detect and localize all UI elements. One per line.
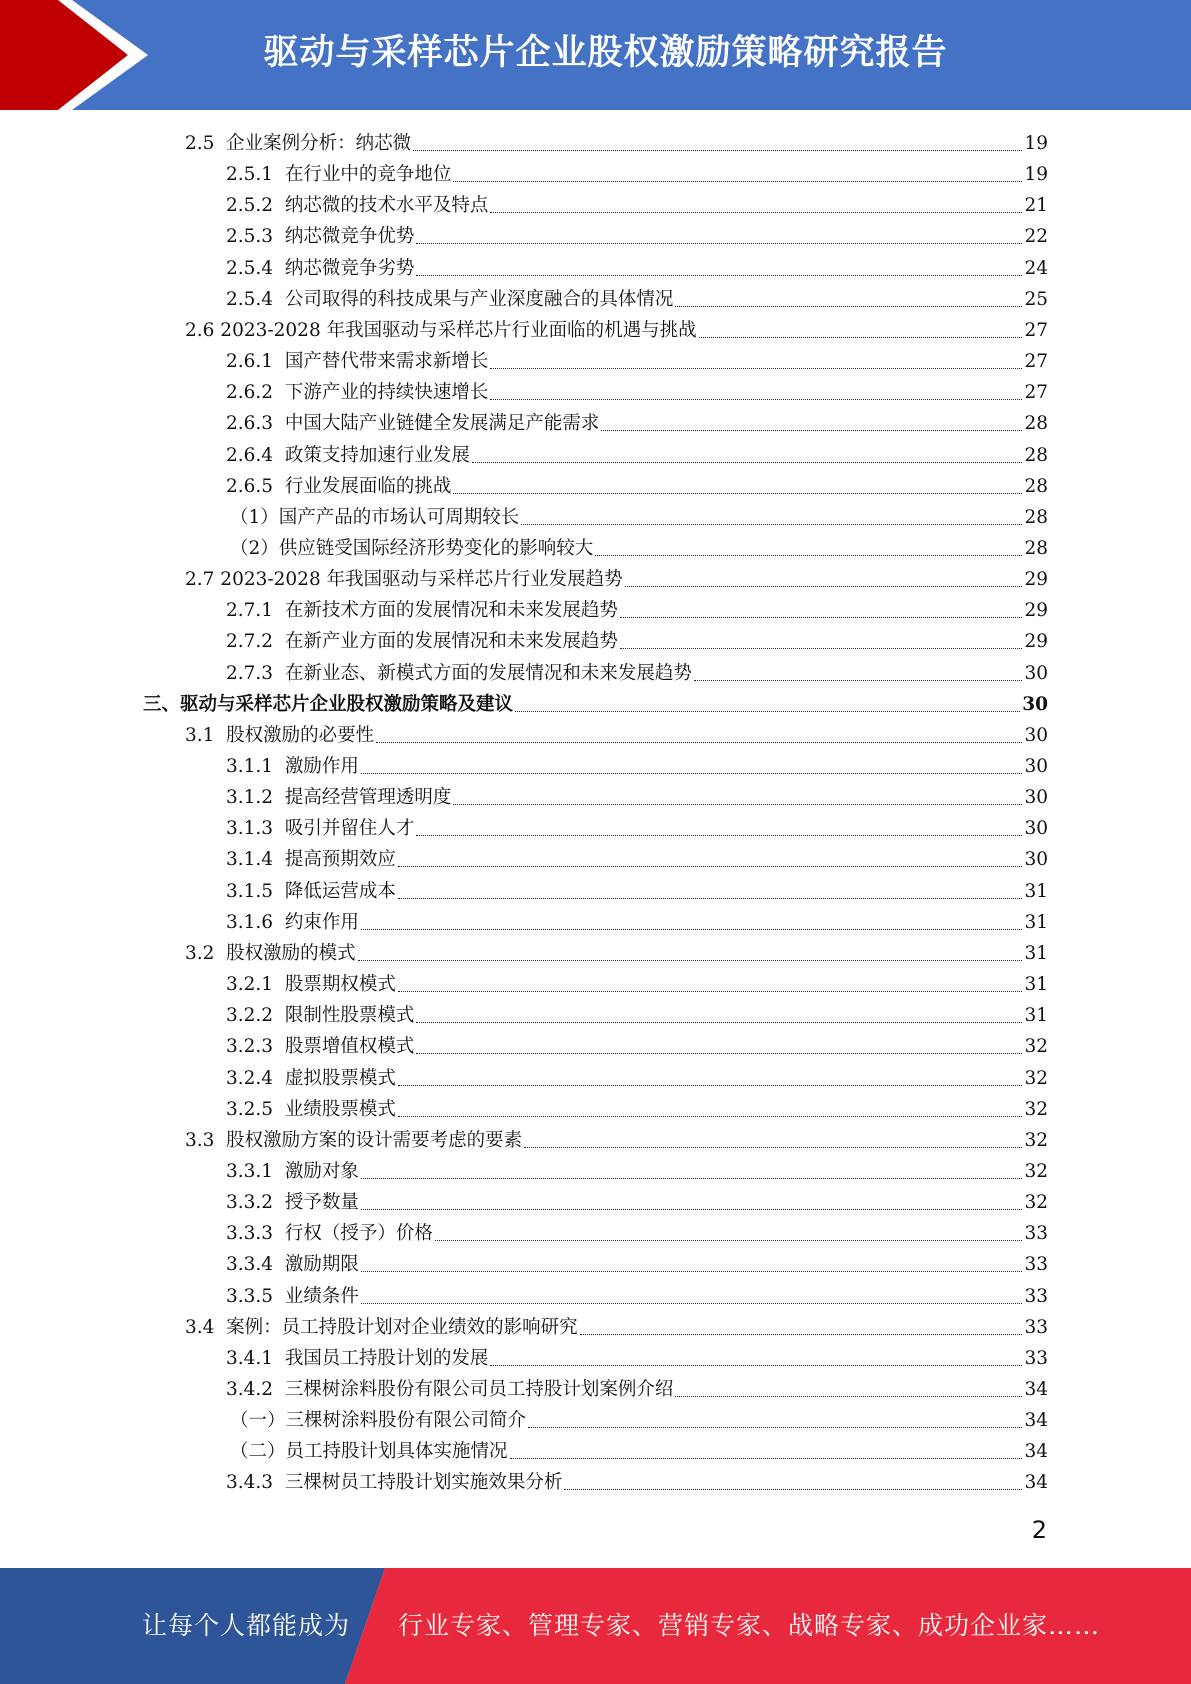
toc-dot-leader xyxy=(435,1240,1023,1241)
toc-entry-page: 32 xyxy=(1024,1098,1048,1120)
toc-dot-leader xyxy=(601,430,1022,431)
toc-entry-page: 29 xyxy=(1024,600,1048,622)
toc-dot-leader xyxy=(416,1022,1022,1023)
toc-entry-label: 2.5.2 纳芯微的技术水平及特点 xyxy=(226,195,489,217)
toc-entry-label: 3.2.2 限制性股票模式 xyxy=(226,1005,415,1027)
toc-entry-label: 2.6.1 国产替代带来需求新增长 xyxy=(226,351,489,373)
toc-entry-page: 34 xyxy=(1024,1472,1048,1494)
toc-dot-leader xyxy=(521,524,1022,525)
toc-entry[interactable] xyxy=(226,1343,1048,1374)
toc-entry-page: 31 xyxy=(1024,911,1048,933)
toc-entry-label: （一）三棵树涂料股份有限公司简介 xyxy=(230,1410,527,1432)
footer-slogan-right: 行业专家、管理专家、营销专家、战略专家、成功企业家…… xyxy=(398,1611,1101,1640)
toc-dot-leader xyxy=(361,929,1023,930)
toc-entry[interactable] xyxy=(230,1405,1048,1436)
page-number: 2 xyxy=(1031,1516,1047,1544)
toc-dot-leader xyxy=(620,648,1023,649)
toc-dot-leader xyxy=(699,337,1023,338)
toc-entry-label: 3.1.1 激励作用 xyxy=(226,756,359,777)
toc-entry[interactable] xyxy=(226,1187,1048,1218)
toc-dot-leader xyxy=(416,243,1022,244)
toc-entry-label: 3.1.2 提高经营管理透明度 xyxy=(226,787,452,809)
toc-dot-leader xyxy=(361,1271,1023,1272)
toc-entry-page: 30 xyxy=(1024,818,1048,840)
toc-entry[interactable] xyxy=(226,377,1048,408)
toc-entry-label: 3.3.4 激励期限 xyxy=(226,1254,359,1276)
toc-entry-page: 34 xyxy=(1024,1379,1048,1400)
toc-entry-page: 29 xyxy=(1024,569,1048,591)
toc-entry-page: 32 xyxy=(1024,1160,1048,1182)
toc-dot-leader xyxy=(376,742,1022,743)
toc-entry-page: 30 xyxy=(1024,849,1048,871)
toc-entry[interactable] xyxy=(226,1063,1048,1094)
toc-entry-label: （二）员工持股计划具体实施情况 xyxy=(230,1441,508,1463)
toc-entry-label: 2.7.2 在新产业方面的发展情况和未来发展趋势 xyxy=(226,631,618,653)
toc-dot-leader xyxy=(398,991,1023,992)
toc-entry[interactable] xyxy=(226,1467,1048,1498)
toc-dot-leader xyxy=(515,711,1020,712)
toc-dot-leader xyxy=(490,1365,1022,1366)
toc-entry-label: 3.4.2 三棵树涂料股份有限公司员工持股计划案例介绍 xyxy=(226,1379,674,1400)
toc-entry-label: 2.6.2 下游产业的持续快速增长 xyxy=(226,382,489,404)
toc-entry-page: 25 xyxy=(1024,288,1048,310)
toc-entry-page: 33 xyxy=(1024,1254,1048,1276)
toc-dot-leader xyxy=(564,1489,1022,1490)
toc-dot-leader xyxy=(524,1147,1022,1148)
toc-entry[interactable] xyxy=(226,440,1048,471)
toc-entry-page: 33 xyxy=(1024,1347,1048,1369)
toc-entry-page: 28 xyxy=(1024,537,1048,559)
toc-entry-label: （2）供应链受国际经济形势变化的影响较大 xyxy=(230,537,594,559)
toc-entry-page: 32 xyxy=(1024,1067,1048,1089)
toc-entry-page: 34 xyxy=(1024,1441,1048,1463)
toc-entry-page: 27 xyxy=(1024,319,1048,341)
toc-entry[interactable] xyxy=(143,689,1048,720)
toc-entry[interactable] xyxy=(230,1436,1048,1467)
toc-entry-page: 27 xyxy=(1024,351,1048,373)
toc-entry-page: 32 xyxy=(1024,1036,1048,1058)
toc-entry-label: 3.1.4 提高预期效应 xyxy=(226,849,396,871)
toc-dot-leader xyxy=(675,1396,1022,1397)
toc-dot-leader xyxy=(398,1116,1023,1117)
toc-entry-label: 3.3.2 授予数量 xyxy=(226,1192,359,1214)
toc-entry[interactable] xyxy=(226,907,1048,938)
toc-dot-leader xyxy=(416,835,1022,836)
toc-dot-leader xyxy=(620,617,1023,618)
toc-entry[interactable] xyxy=(226,190,1048,221)
toc-entry-page: 31 xyxy=(1024,942,1048,964)
toc-entry[interactable] xyxy=(226,595,1048,626)
toc-entry-label: 3.2.5 业绩股票模式 xyxy=(226,1098,396,1120)
toc-entry-label: 三、驱动与采样芯片企业股权激励策略及建议 xyxy=(143,693,514,715)
toc-dot-leader xyxy=(510,1458,1023,1459)
toc-entry-page: 21 xyxy=(1024,195,1048,217)
toc-entry-page: 30 xyxy=(1024,662,1048,684)
toc-entry-label: 3.3.1 激励对象 xyxy=(226,1160,359,1182)
toc-entry[interactable] xyxy=(226,813,1048,844)
toc-dot-leader xyxy=(413,150,1022,151)
toc-entry-page: 28 xyxy=(1024,475,1048,497)
toc-entry-label: 2.5.3 纳芯微竞争优势 xyxy=(226,226,415,248)
toc-entry[interactable] xyxy=(226,471,1048,502)
toc-dot-leader xyxy=(490,212,1022,213)
toc-dot-leader xyxy=(416,1053,1022,1054)
toc-entry-page: 31 xyxy=(1024,880,1048,902)
toc-entry-label: 3.3.3 行权（授予）价格 xyxy=(226,1223,433,1245)
toc-entry-page: 30 xyxy=(1022,693,1048,715)
toc-dot-leader xyxy=(625,586,1023,587)
toc-entry-label: 2.5.1 在行业中的竞争地位 xyxy=(226,164,452,186)
toc-dot-leader xyxy=(490,368,1022,369)
toc-entry-page: 19 xyxy=(1024,133,1048,154)
toc-entry[interactable] xyxy=(226,782,1048,813)
toc-dot-leader xyxy=(675,306,1022,307)
toc-dot-leader xyxy=(361,773,1023,774)
toc-entry-label: 3.4.1 我国员工持股计划的发展 xyxy=(226,1347,489,1369)
toc-entry[interactable] xyxy=(226,346,1048,377)
toc-entry-page: 32 xyxy=(1024,1129,1048,1151)
toc-dot-leader xyxy=(694,680,1023,681)
toc-entry[interactable] xyxy=(185,938,1048,969)
toc-entry-label: 2.6.5 行业发展面临的挑战 xyxy=(226,475,452,497)
toc-entry[interactable] xyxy=(226,751,1048,782)
toc-entry-label: 3.2.4 虚拟股票模式 xyxy=(226,1067,396,1089)
toc-entry-page: 27 xyxy=(1024,382,1048,404)
toc-entry[interactable] xyxy=(185,1125,1048,1156)
toc-entry-page: 30 xyxy=(1024,724,1048,746)
toc-entry[interactable] xyxy=(185,128,1048,159)
toc-entry[interactable] xyxy=(226,221,1048,252)
toc-entry[interactable] xyxy=(230,533,1048,564)
page-header xyxy=(0,0,1191,110)
toc-entry-label: 2.7.1 在新技术方面的发展情况和未来发展趋势 xyxy=(226,600,618,622)
toc-dot-leader xyxy=(398,898,1023,899)
toc-entry-page: 24 xyxy=(1024,257,1048,279)
toc-entry[interactable] xyxy=(226,844,1048,875)
toc-entry-page: 29 xyxy=(1024,631,1048,653)
toc-entry-page: 31 xyxy=(1024,1005,1048,1027)
toc-entry-page: 30 xyxy=(1024,756,1048,777)
toc-dot-leader xyxy=(361,1178,1023,1179)
toc-entry-label: 2.6.3 中国大陆产业链健全发展满足产能需求 xyxy=(226,413,600,435)
toc-entry-page: 34 xyxy=(1024,1410,1048,1432)
toc-entry-label: 3.1 股权激励的必要性 xyxy=(185,724,375,746)
toc-dot-leader xyxy=(361,1303,1023,1304)
toc-entry[interactable] xyxy=(230,502,1048,533)
toc-entry[interactable] xyxy=(226,284,1048,315)
toc-dot-leader xyxy=(595,555,1022,556)
toc-entry-label: 3.2.1 股票期权模式 xyxy=(226,974,396,996)
toc-entry-label: 2.6.4 政策支持加速行业发展 xyxy=(226,444,470,466)
toc-dot-leader xyxy=(358,960,1023,961)
toc-entry-label: 2.7.3 在新业态、新模式方面的发展情况和未来发展趋势 xyxy=(226,662,692,684)
toc-entry[interactable] xyxy=(226,159,1048,190)
toc-dot-leader xyxy=(361,1209,1023,1210)
toc-entry-page: 33 xyxy=(1024,1285,1048,1307)
toc-entry-label: 2.5 企业案例分析：纳芯微 xyxy=(185,133,412,154)
toc-entry-label: 3.2.3 股票增值权模式 xyxy=(226,1036,415,1058)
toc-entry[interactable] xyxy=(226,1374,1048,1405)
toc-entry-label: 3.4.3 三棵树员工持股计划实施效果分析 xyxy=(226,1472,563,1494)
toc-dot-leader xyxy=(398,866,1023,867)
toc-entry-page: 22 xyxy=(1024,226,1048,248)
toc-entry[interactable] xyxy=(226,253,1048,284)
footer-slogan-left: 让每个人都能成为 xyxy=(142,1611,351,1640)
toc-entry-page: 30 xyxy=(1024,787,1048,809)
toc-entry[interactable] xyxy=(226,876,1048,907)
toc-entry[interactable] xyxy=(226,408,1048,439)
toc-entry[interactable] xyxy=(226,626,1048,657)
toc-entry-label: 2.5.4 公司取得的科技成果与产业深度融合的具体情况 xyxy=(226,288,674,310)
toc-dot-leader xyxy=(580,1334,1023,1335)
toc-dot-leader xyxy=(416,275,1022,276)
toc-entry[interactable] xyxy=(226,658,1048,689)
toc-entry-page: 31 xyxy=(1024,974,1048,996)
report-title: 驱动与采样芯片企业股权激励策略研究报告 xyxy=(263,33,948,73)
toc-entry-page: 32 xyxy=(1024,1192,1048,1214)
toc-entry-page: 28 xyxy=(1024,444,1048,466)
toc-entry-page: 28 xyxy=(1024,506,1048,528)
toc-entry[interactable] xyxy=(185,564,1048,595)
toc-entry-label: 3.3 股权激励方案的设计需要考虑的要素 xyxy=(185,1129,523,1151)
toc-entry[interactable] xyxy=(226,1156,1048,1187)
toc-entry-page: 28 xyxy=(1024,413,1048,435)
toc-entry-label: 3.1.3 吸引并留住人才 xyxy=(226,818,415,840)
toc-entry-label: （1）国产产品的市场认可周期较长 xyxy=(230,506,520,528)
toc-dot-leader xyxy=(528,1427,1022,1428)
toc-entry[interactable] xyxy=(185,720,1048,751)
toc-entry[interactable] xyxy=(185,1312,1048,1343)
toc-dot-leader xyxy=(453,493,1022,494)
toc-entry-page: 33 xyxy=(1024,1316,1048,1338)
toc-entry[interactable] xyxy=(226,1281,1048,1312)
toc-entry-label: 3.1.6 约束作用 xyxy=(226,911,359,933)
toc-dot-leader xyxy=(490,399,1022,400)
toc-entry-label: 2.7 2023-2028 年我国驱动与采样芯片行业发展趋势 xyxy=(185,569,623,591)
toc-entry-label: 3.2 股权激励的模式 xyxy=(185,942,356,964)
toc-dot-leader xyxy=(453,181,1022,182)
toc-dot-leader xyxy=(453,804,1022,805)
page-footer xyxy=(0,1568,1191,1684)
toc-entry-label: 3.1.5 降低运营成本 xyxy=(226,880,396,902)
toc-entry-page: 33 xyxy=(1024,1223,1048,1245)
toc-entry[interactable] xyxy=(185,315,1048,346)
toc-entry-label: 2.6 2023-2028 年我国驱动与采样芯片行业面临的机遇与挑战 xyxy=(185,319,697,341)
toc-entry[interactable] xyxy=(226,1000,1048,1031)
toc-entry-label: 2.5.4 纳芯微竞争劣势 xyxy=(226,257,415,279)
toc-entry-label: 3.4 案例：员工持股计划对企业绩效的影响研究 xyxy=(185,1316,578,1338)
toc-dot-leader xyxy=(472,462,1023,463)
toc-entry[interactable] xyxy=(226,1094,1048,1125)
toc-entry[interactable] xyxy=(226,1218,1048,1249)
toc-entry[interactable] xyxy=(226,969,1048,1000)
toc-entry[interactable] xyxy=(226,1249,1048,1280)
toc-dot-leader xyxy=(398,1085,1023,1086)
toc-entry-label: 3.3.5 业绩条件 xyxy=(226,1285,359,1307)
toc-entry-page: 19 xyxy=(1024,164,1048,186)
toc-entry[interactable] xyxy=(226,1031,1048,1062)
